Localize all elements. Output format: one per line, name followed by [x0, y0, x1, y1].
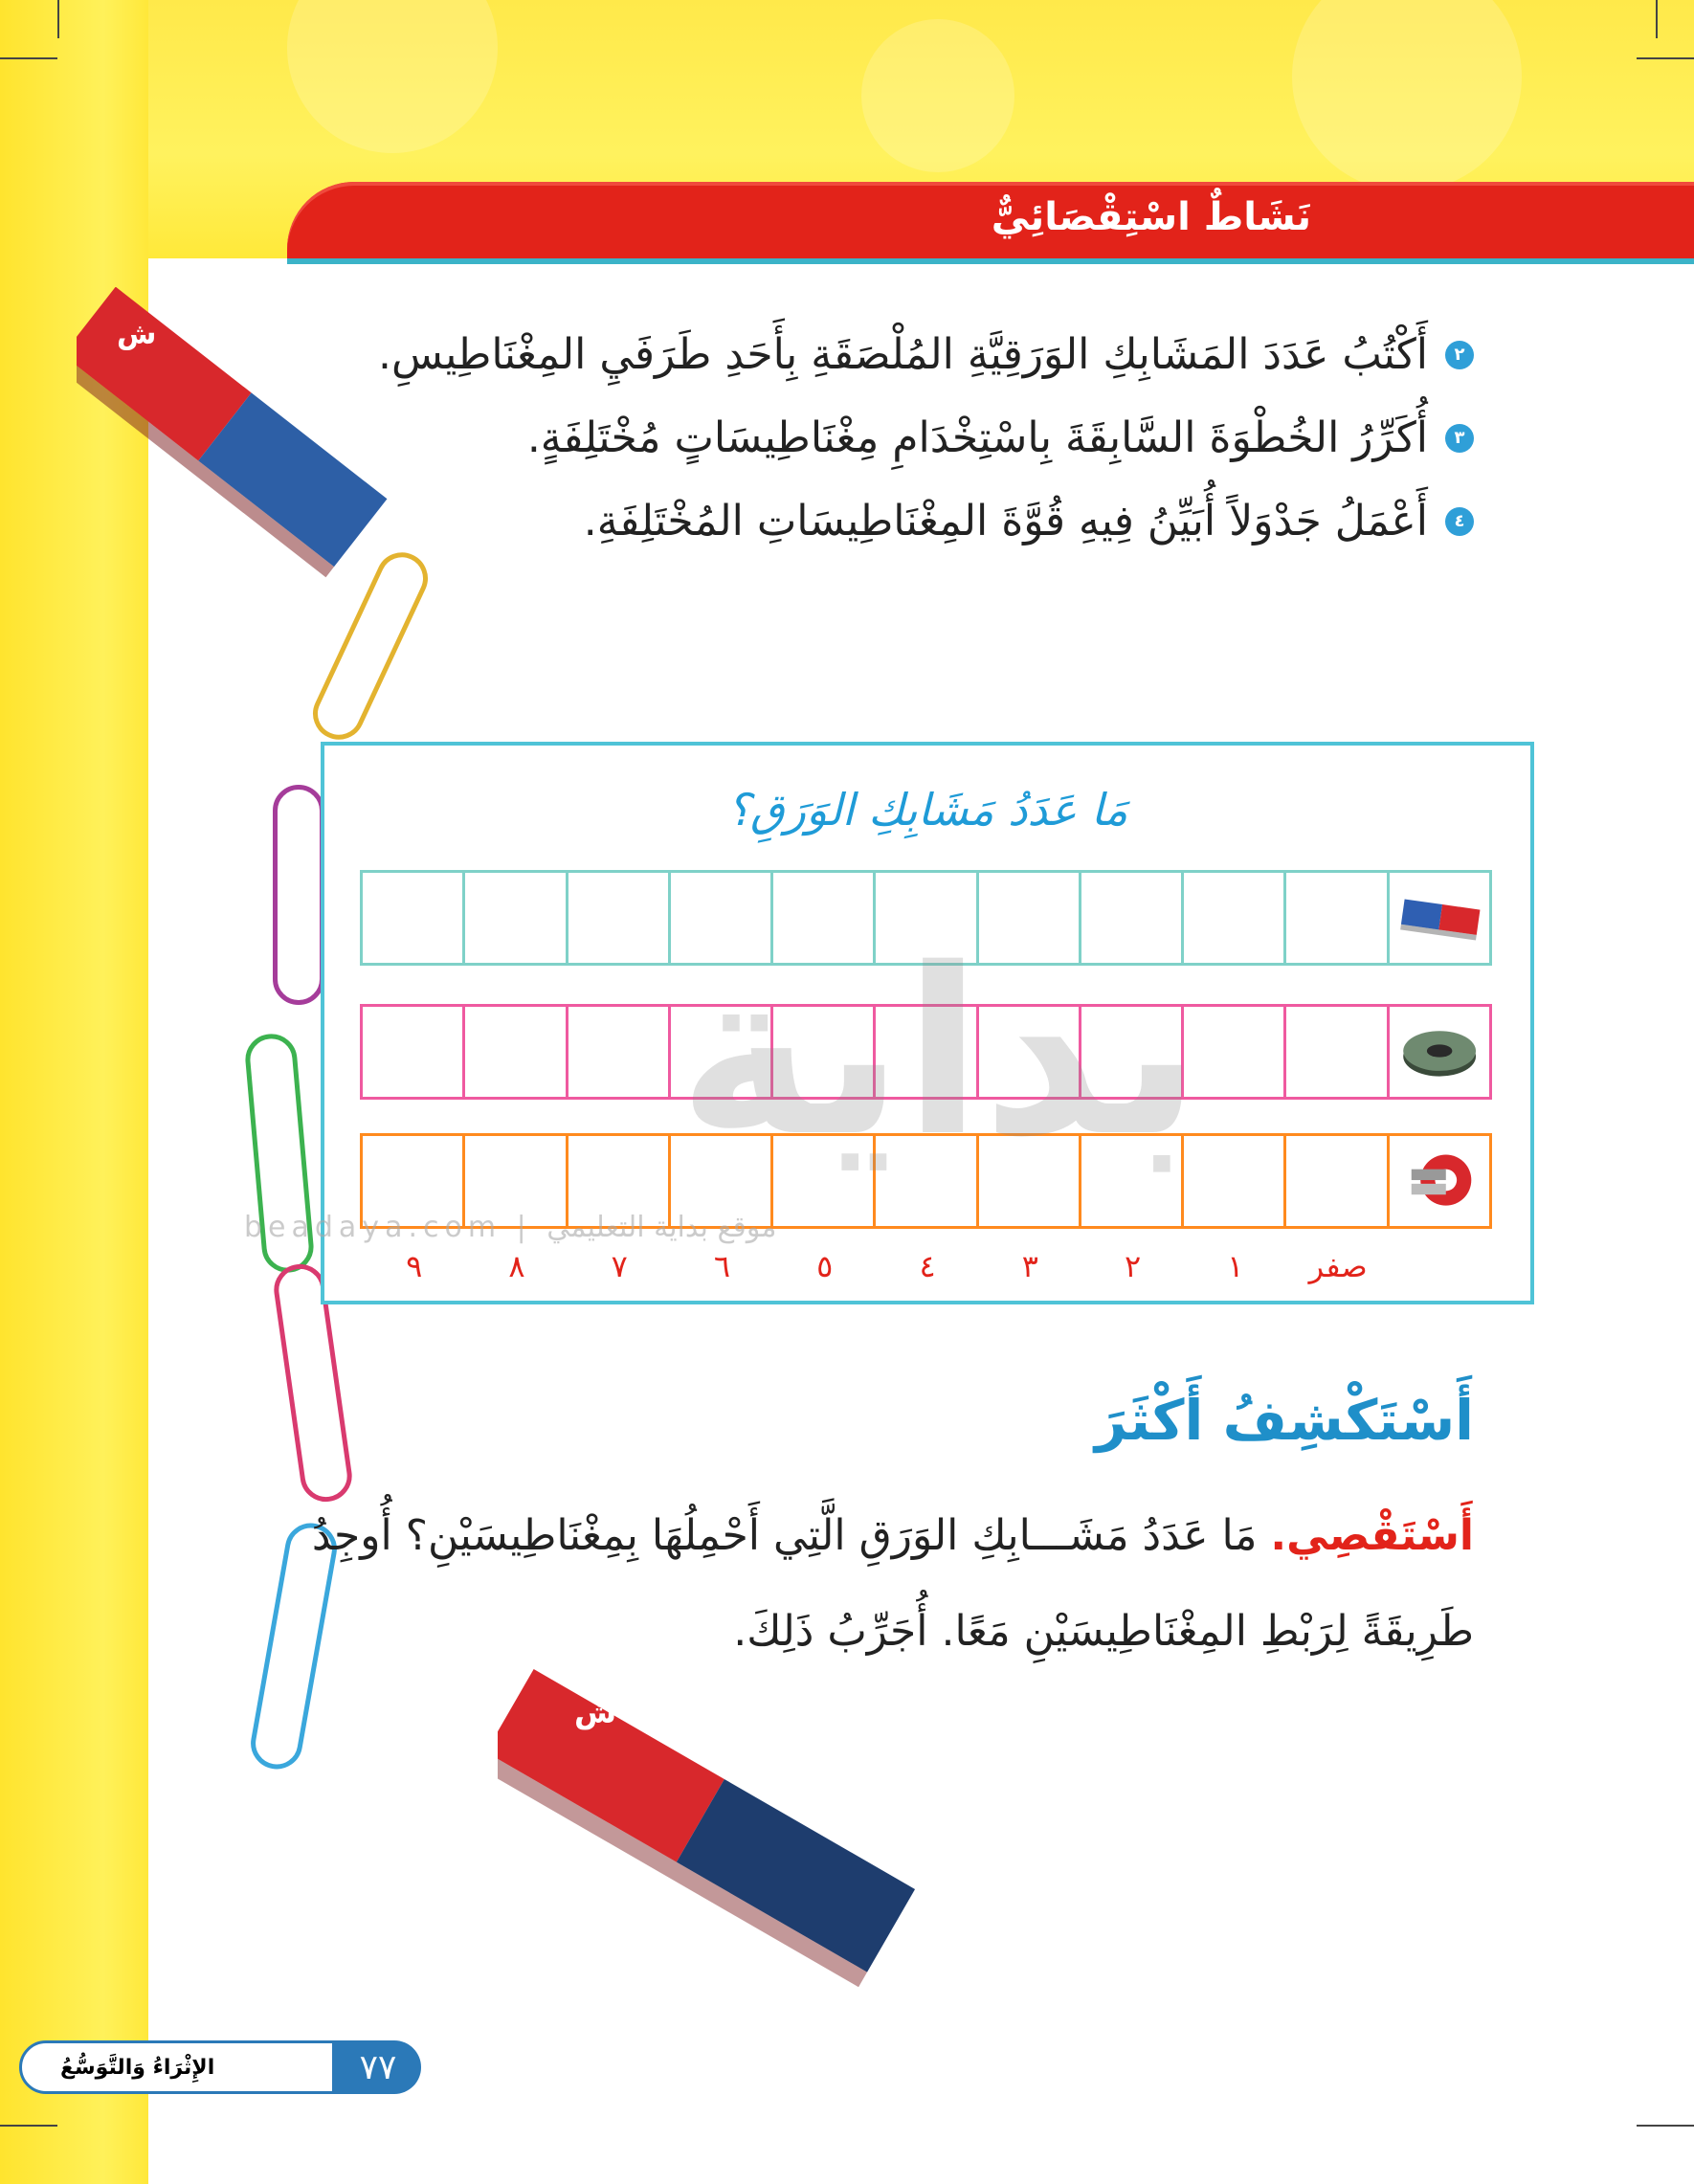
scale-number: ٤ [919, 1248, 936, 1284]
scale-number: ٥ [816, 1248, 834, 1284]
north-pole-label: ش [574, 1694, 617, 1730]
step-number: ٣ [1445, 424, 1474, 453]
page-footer [19, 2040, 402, 2094]
count-scale [363, 1248, 1492, 1286]
scale-number: ٨ [508, 1248, 525, 1284]
step-item [249, 497, 1474, 546]
step-item [249, 413, 1474, 462]
scale-number: ٢ [1124, 1248, 1142, 1284]
crop-mark [0, 2125, 57, 2127]
watermark-text: beadaya.com | موقع بداية التعليمي [244, 1211, 777, 1244]
step-item [249, 330, 1474, 379]
scale-number: صفر [1308, 1248, 1368, 1284]
north-pole-label: ش [117, 318, 157, 351]
step-text: أَكْتُبُ عَدَدَ المَشَابِكِ الوَرَقِيَّةِ المُلْصَقَةِ بِأَحَدِ طَرَفَيِ المِغْنَاطِيسِ. [377, 330, 1428, 379]
crop-mark [0, 57, 57, 59]
crop-mark [1637, 2125, 1694, 2127]
step-number: ٢ [1445, 341, 1474, 369]
instruction-steps [249, 330, 1474, 580]
scale-number: ٦ [713, 1248, 731, 1284]
horseshoe-magnet-icon [1390, 1136, 1489, 1226]
magnet-cell [1387, 1004, 1492, 1100]
scale-number: ٩ [406, 1248, 423, 1284]
magnet-cell [1387, 1133, 1492, 1229]
scale-number: ٧ [611, 1248, 628, 1284]
scale-number: ١ [1227, 1248, 1244, 1284]
ring-magnet-icon [1390, 1007, 1489, 1097]
count-cell [1283, 1004, 1389, 1100]
step-text: أُكَرِّرُ الخُطْوَةَ السَّابِقَةَ بِاسْتِخْدَامِ مِغْنَاطِيسَاتٍ مُخْتَلِفَةٍ. [526, 413, 1428, 462]
page-number: ٧٧ [335, 2040, 421, 2094]
explore-heading: أَسْتَكْشِفُ أَكْثَرَ [1095, 1388, 1474, 1453]
magnet-cell [1387, 870, 1492, 966]
crop-mark [1637, 57, 1694, 59]
footer-section-label: الإِثْرَاءُ وَالتَّوَسُّعُ [19, 2040, 335, 2094]
crop-mark [57, 0, 59, 38]
south-pole-label: ج [364, 517, 382, 546]
explore-text: مَا عَدَدُ مَشَـــابِكِ الوَرَقِ الَّتِي أَحْمِلُهَا بِمِغْنَاطِيسَيْنِ؟ أُوجِدُ طَرِيقَةً لِرَبْطِ المِغْنَاطِيسَيْنِ مَعًا. أُجَرِّبُ ذَلِكَ. [311, 1511, 1474, 1656]
count-cell [1283, 870, 1389, 966]
step-text: أَعْمَلُ جَدْوَلاً أُبَيِّنُ فِيهِ قُوَّةَ المِغْنَاطِيسَاتِ المُخْتَلِفَةِ. [583, 497, 1428, 546]
crop-mark [1656, 0, 1658, 38]
section-title: نَشَاطٌ اسْتِقْصَائِيٌّ [991, 195, 1311, 239]
scale-number: ٣ [1021, 1248, 1038, 1284]
scale-label [1390, 1248, 1492, 1286]
watermark-logo: بداية [678, 919, 1201, 1187]
count-cell [1283, 1133, 1389, 1229]
south-pole-label: ج [924, 1933, 945, 1967]
section-banner [287, 182, 1694, 264]
step-number: ٤ [1445, 507, 1474, 536]
table-title: مَا عَدَدُ مَشَابِكِ الوَرَقِ؟ [726, 784, 1128, 836]
explore-keyword: أَسْتَقْصِي. [1270, 1511, 1474, 1560]
bar-magnet-icon [1390, 873, 1489, 963]
bar-magnet-bottom-illustration [498, 1646, 995, 2029]
